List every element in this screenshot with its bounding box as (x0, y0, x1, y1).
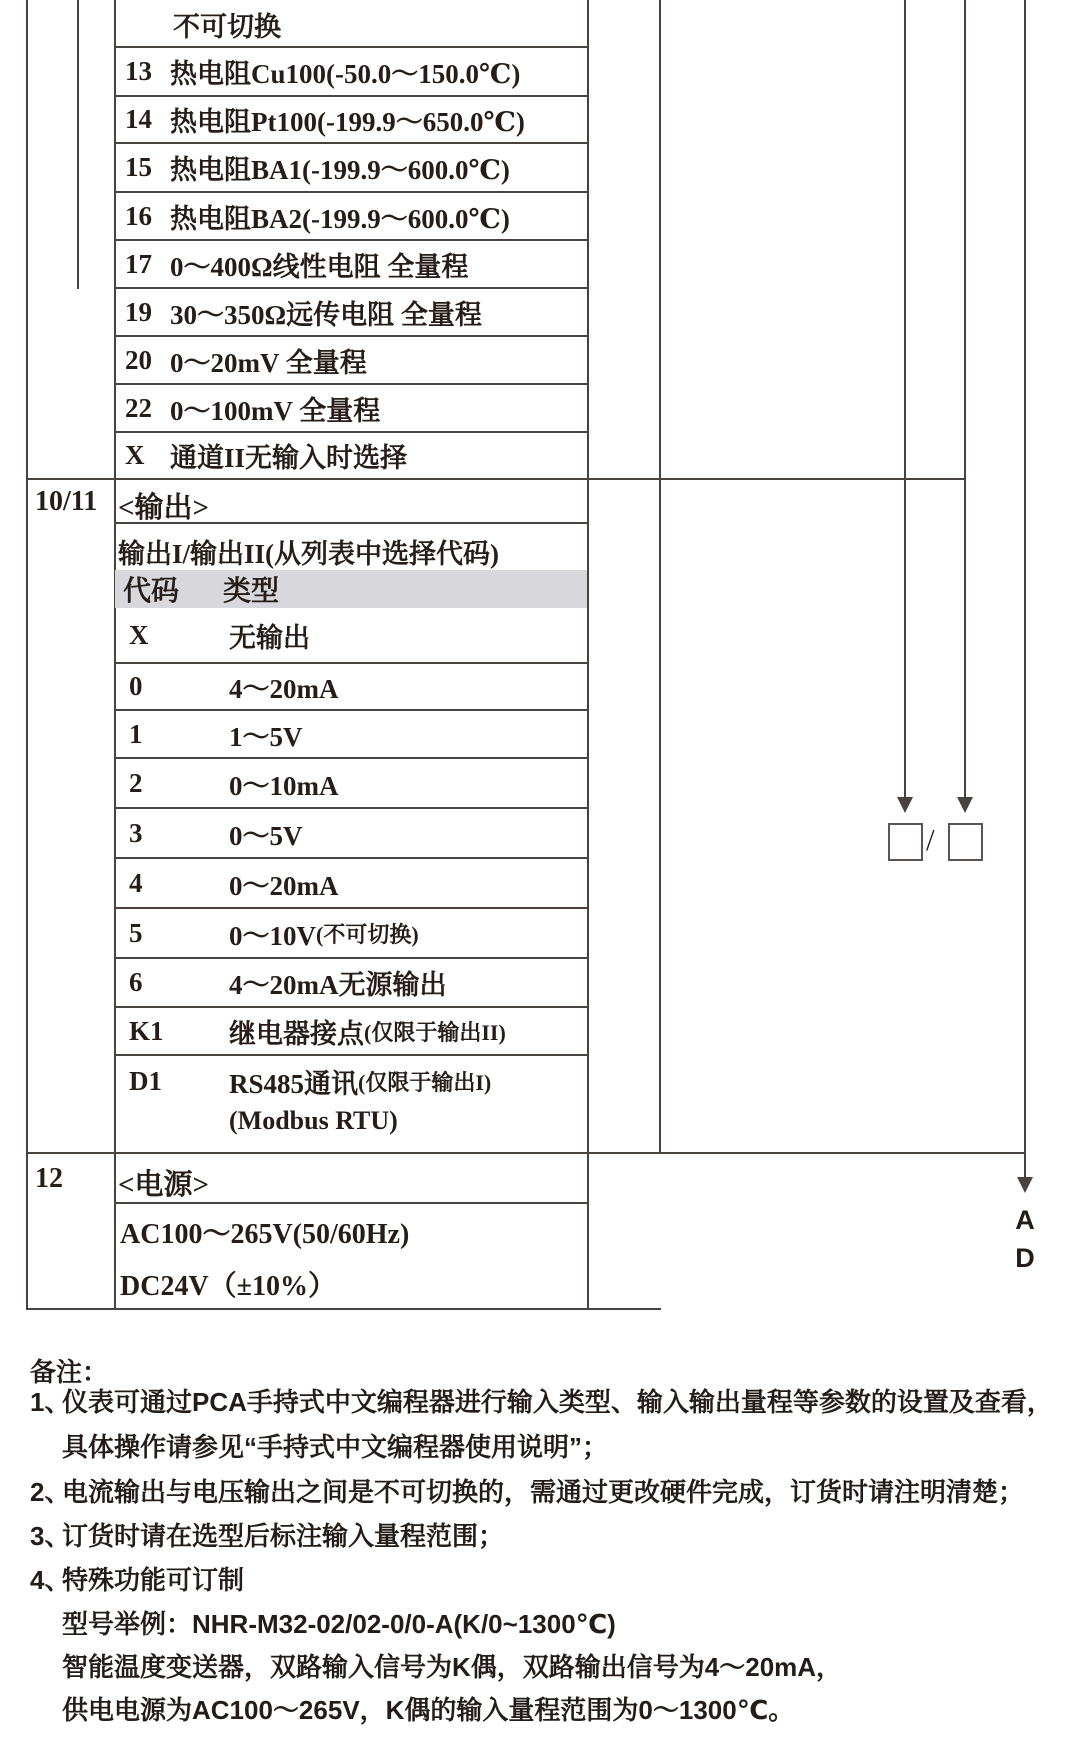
table-row (115, 809, 587, 857)
output2-connector-line (964, 0, 966, 797)
table-row (115, 337, 587, 383)
output-label: RS485通讯 (229, 1068, 359, 1099)
input-code: 17 (125, 248, 152, 279)
note-line: 仪表可通过PCA手持式中文编程器进行输入类型、输入输出量程等参数的设置及查看， (62, 1387, 1053, 1417)
input-label: 0～100mV 全量程 (170, 395, 381, 426)
table-row (115, 711, 587, 757)
table-row (115, 289, 587, 335)
model-example-desc2: 供电电源为AC100～265V，K偶的输入量程范围为0～1300℃。 (62, 1695, 795, 1725)
output-code: K1 (129, 1015, 164, 1046)
model-example-label: 型号举例：NHR-M32-02/02-0/0-A(K/0~1300℃) (62, 1609, 616, 1639)
input-label: 0～400Ω线性电阻 全量程 (170, 251, 469, 282)
table-row (115, 859, 587, 907)
output1-arrow-icon (897, 797, 913, 813)
output-label: 0～20mA (229, 870, 339, 901)
output-code: 2 (129, 767, 143, 798)
output-code: D1 (129, 1065, 162, 1096)
row-sep (114, 1054, 589, 1056)
output-label: 0～10V (229, 920, 316, 951)
table-bottom-border (26, 1308, 661, 1310)
output-d1-extra: (Modbus RTU) (229, 1106, 398, 1135)
output-code: 4 (129, 867, 143, 898)
power-code-a: A (1015, 1205, 1035, 1235)
output-label: 4～20mA (229, 674, 339, 704)
output-label: 4～20mA无源输出 (229, 970, 447, 1000)
section-number-output: 10/11 (35, 486, 98, 517)
input-carryover-line: 不可切换 (173, 12, 281, 42)
table-row (115, 385, 587, 431)
output2-code-box (948, 823, 983, 861)
input-code: 20 (125, 344, 152, 375)
note-number: 3、 (30, 1521, 71, 1551)
output1-code-box (888, 823, 923, 861)
section-number-power: 12 (35, 1163, 63, 1194)
table-row (115, 144, 587, 191)
power-arrow-icon (1017, 1177, 1033, 1193)
table-row (115, 909, 587, 957)
output-code: 3 (129, 817, 143, 848)
table-row (115, 759, 587, 807)
table-row (115, 959, 587, 1006)
output-label: 0～5V (229, 820, 303, 851)
notes-heading: 备注： (30, 1357, 109, 1387)
output-code-header-bar (115, 570, 587, 608)
input-code: 16 (125, 200, 152, 231)
table-row (115, 610, 587, 660)
power-option-ac: AC100～265V(50/60Hz) (120, 1219, 410, 1250)
note-line: 特殊功能可订制 (62, 1565, 245, 1595)
note-number: 2、 (30, 1477, 71, 1507)
input-label: 通道II无输入时选择 (170, 443, 408, 473)
input-label: 热电阻BA1(-199.9～600.0℃) (170, 155, 510, 185)
power-option-dc: DC24V（±10%） (120, 1271, 337, 1302)
spare-column-divider (659, 0, 661, 1154)
output-label: 无输出 (229, 622, 310, 653)
output-code: 6 (129, 967, 143, 997)
input-label: 30～350Ω远传电阻 全量程 (170, 299, 482, 330)
output-note: (不可切换) (316, 921, 419, 947)
output-label: 继电器接点 (229, 1018, 364, 1049)
table-row (115, 48, 587, 95)
output-section-subtitle: 输出I/输出II(从列表中选择代码) (118, 539, 500, 569)
note-line: 具体操作请参见“手持式中文编程器使用说明”； (62, 1432, 609, 1462)
table-row (115, 97, 587, 142)
power-code-d: D (1015, 1243, 1035, 1273)
power-connector-line (1024, 0, 1026, 1177)
table-row (115, 433, 587, 478)
input-label: 0～20mV 全量程 (170, 347, 367, 378)
note-number: 4、 (30, 1565, 71, 1595)
input-code: 15 (125, 152, 152, 182)
input-label: 热电阻Pt100(-199.9～650.0℃) (170, 107, 525, 137)
output-section-title: <输出> (118, 492, 210, 524)
output2-arrow-icon (957, 797, 973, 813)
note-line: 订货时请在选型后标注输入量程范围； (62, 1521, 505, 1551)
note-number: 1、 (30, 1387, 71, 1417)
input-code: 19 (125, 296, 152, 327)
note-line: 电流输出与电压输出之间是不可切换的，需通过更改硬件完成，订货时请注明清楚； (62, 1477, 1025, 1507)
section-divider (26, 1152, 1026, 1154)
section-divider (26, 478, 966, 480)
model-example-desc1: 智能温度变送器，双路输入信号为K偶，双路输出信号为4～20mA， (62, 1652, 843, 1682)
input-code: X (125, 440, 145, 470)
output-note: (仅限于输出I) (358, 1069, 492, 1095)
description-column-right-border (587, 0, 589, 1310)
table-row (115, 664, 587, 709)
output-label: 1～5V (229, 721, 303, 752)
table-row (115, 241, 587, 287)
table-inner-left-border (77, 0, 79, 289)
output-code: 1 (129, 718, 143, 749)
col-header-code: 代码 (123, 576, 180, 607)
table-row (115, 1058, 587, 1104)
output-note: (仅限于输出II) (364, 1019, 506, 1045)
table-row (115, 193, 587, 239)
input-code: 14 (125, 104, 152, 134)
input-code: 13 (125, 56, 152, 86)
input-label: 热电阻Cu100(-50.0～150.0℃) (170, 59, 521, 89)
col-header-type: 类型 (223, 576, 280, 607)
table-row (115, 1008, 587, 1054)
output-code: 0 (129, 671, 143, 701)
input-label: 热电阻BA2(-199.9～600.0℃) (170, 203, 510, 234)
table-outer-left-border (26, 0, 28, 1310)
output-label: 0～10mA (229, 770, 339, 801)
output-code: X (129, 619, 149, 650)
output-code: 5 (129, 917, 143, 948)
output1-connector-line (904, 0, 906, 797)
input-code: 22 (125, 392, 152, 423)
code-box-slash: / (926, 822, 935, 857)
power-section-title: <电源> (118, 1169, 210, 1201)
